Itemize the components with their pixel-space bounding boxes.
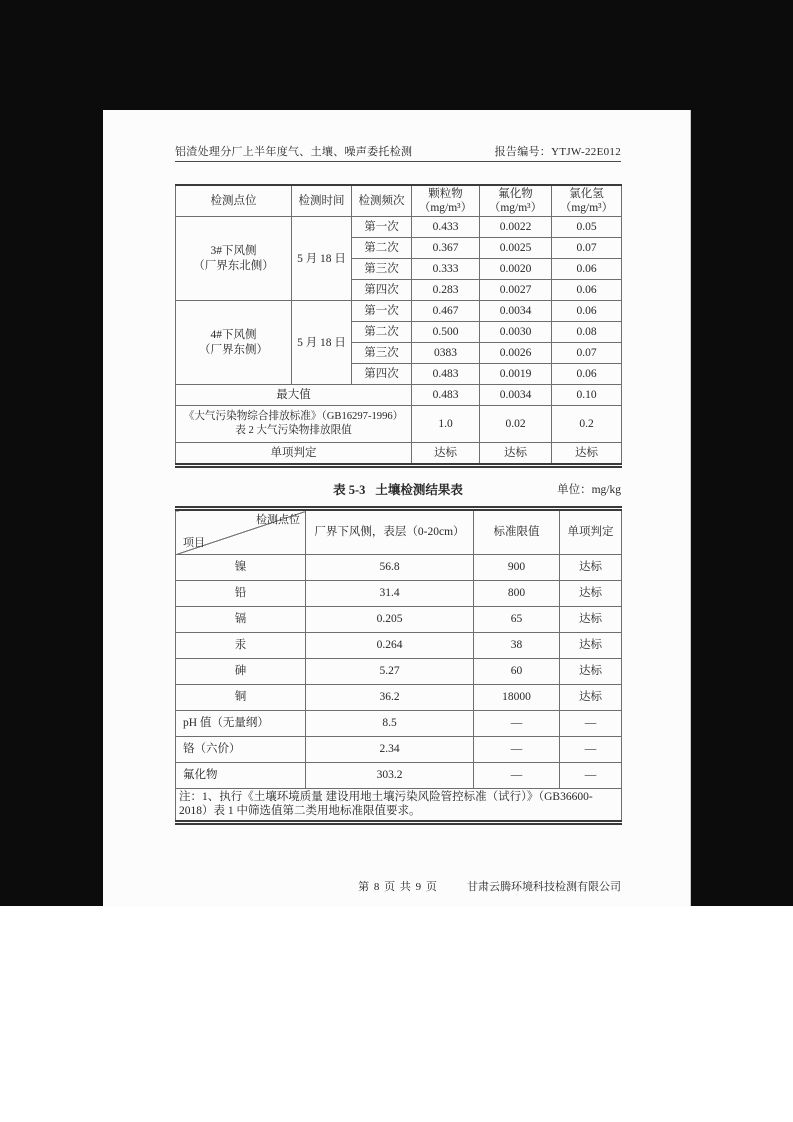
company-name: 甘肃云腾环境科技检测有限公司 [467,881,621,893]
pm-value-cell: 0.333 [412,259,480,280]
soil-table-header-row [176,509,622,555]
value-cell: 303.2 [306,763,474,789]
hcl-value-cell: 0.06 [552,280,622,301]
table-row [176,659,622,685]
header-time: 检测时间 [292,185,352,217]
header-fluoride [480,185,552,217]
pm-value-cell: 0383 [412,343,480,364]
page-header [175,138,621,162]
f-value-cell: 0.0034 [480,301,552,322]
table-row [176,633,622,659]
hcl-value-cell: 0.06 [552,301,622,322]
limit-cell: — [474,737,560,763]
table-row [176,581,622,607]
judgement-row [176,443,622,466]
header-hcl-name: 氯化氢 [569,188,604,200]
soil-results-table [175,506,622,825]
pm-value-cell: 0.283 [412,280,480,301]
header-pm-unit: （mg/m³） [418,202,473,215]
header-freq: 检测频次 [352,185,412,217]
table-row [176,685,622,711]
limit-cell: — [474,763,560,789]
pm-value-cell: 0.467 [412,301,480,322]
standard-label-cell [176,406,412,443]
limit-cell: 60 [474,659,560,685]
report-title: 铝渣处理分厂上半年度气、土壤、噪声委托检测 [175,146,413,158]
hcl-value-cell: 0.07 [552,238,622,259]
note-row [176,789,622,823]
page-number: 第 8 页 共 9 页 [358,881,438,893]
hcl-value-cell: 0.08 [552,322,622,343]
standard-name: 《大气污染物综合排放标准》（GB16297-1996） [183,410,404,422]
f-value-cell: 0.0025 [480,238,552,259]
table-row [176,763,622,789]
header-pm-name: 颗粒物 [428,188,463,200]
header-fluoride-unit: （mg/m³） [488,202,543,215]
corner-item-label: 项目 [183,537,205,550]
table-row [176,607,622,633]
f-value-cell: 0.0019 [480,364,552,385]
item-cell: 铅 [176,581,306,607]
header-hcl [552,185,622,217]
f-max-cell: 0.0034 [480,385,552,406]
header-fluoride-name: 氟化物 [498,188,533,200]
report-number: 报告编号：YTJW-22E012 [494,146,621,158]
pm-max-cell: 0.483 [412,385,480,406]
judge-cell: 达标 [560,633,622,659]
header-point: 检测点位 [176,185,292,217]
site-cell [176,301,292,385]
header-standard-limit: 标准限值 [474,509,560,555]
limit-cell: 900 [474,555,560,581]
freq-cell: 第三次 [352,343,412,364]
pm-value-cell: 0.483 [412,364,480,385]
table-note: 注：1、执行《土壤环境质量 建设用地土壤污染风险管控标准（试行）》（GB36600-2018）表 1 中筛选值第二类用地标准限值要求。 [176,789,622,823]
report-page [103,110,691,906]
site-name: 4#下风侧 [210,328,257,341]
judgement-label-cell: 单项判定 [176,443,412,466]
table-row [176,301,622,322]
unit-label: 单位：mg/kg [557,484,621,496]
item-cell: 铜 [176,685,306,711]
date-cell: 5 月 18 日 [292,217,352,301]
judge-cell: 达标 [560,685,622,711]
table-row [176,217,622,238]
item-cell: 铬（六价） [176,737,306,763]
f-value-cell: 0.0030 [480,322,552,343]
hcl-value-cell: 0.05 [552,217,622,238]
pm-value-cell: 0.500 [412,322,480,343]
value-cell: 5.27 [306,659,474,685]
judge-cell: 达标 [560,659,622,685]
air-table-header-row [176,185,622,217]
header-sample-location: 厂界下风侧，表层（0-20cm） [306,509,474,555]
soil-table-title [175,480,621,498]
f-value-cell: 0.0026 [480,343,552,364]
value-cell: 0.205 [306,607,474,633]
pm-limit-cell: 1.0 [412,406,480,443]
air-monitoring-table [175,184,622,468]
value-cell: 8.5 [306,711,474,737]
hcl-max-cell: 0.10 [552,385,622,406]
item-cell: 汞 [176,633,306,659]
limit-cell: 38 [474,633,560,659]
pm-value-cell: 0.367 [412,238,480,259]
max-label-cell: 最大值 [176,385,412,406]
freq-cell: 第三次 [352,259,412,280]
item-cell: pH 值（无量纲） [176,711,306,737]
table-title-text: 土壤检测结果表 [375,483,463,497]
value-cell: 31.4 [306,581,474,607]
judge-cell: — [560,737,622,763]
table-row [176,711,622,737]
judge-cell: — [560,763,622,789]
header-pm [412,185,480,217]
judge-cell: 达标 [560,555,622,581]
site-location: （厂界东北侧） [193,259,274,272]
limit-cell: 800 [474,581,560,607]
freq-cell: 第四次 [352,364,412,385]
limit-cell: 18000 [474,685,560,711]
date-cell: 5 月 18 日 [292,301,352,385]
site-location: （厂界东侧） [199,343,268,356]
table-number: 表 5-3 [333,483,366,497]
freq-cell: 第四次 [352,280,412,301]
f-judge-cell: 达标 [480,443,552,466]
pm-value-cell: 0.433 [412,217,480,238]
hcl-value-cell: 0.07 [552,343,622,364]
corner-point-label: 检测点位 [256,514,300,526]
max-value-row [176,385,622,406]
f-value-cell: 0.0027 [480,280,552,301]
judge-cell: 达标 [560,607,622,633]
freq-cell: 第二次 [352,238,412,259]
standard-limit-row [176,406,622,443]
hcl-limit-cell: 0.2 [552,406,622,443]
f-value-cell: 0.0022 [480,217,552,238]
site-cell [176,217,292,301]
pm-judge-cell: 达标 [412,443,480,466]
air-table-container [175,184,621,468]
standard-table-ref: 表 2 大气污染物排放限值 [235,425,352,437]
value-cell: 0.264 [306,633,474,659]
freq-cell: 第一次 [352,301,412,322]
value-cell: 2.34 [306,737,474,763]
corner-header-cell [176,509,306,555]
soil-table-container [175,506,621,825]
hcl-value-cell: 0.06 [552,364,622,385]
header-hcl-unit: （mg/m³） [559,202,614,215]
limit-cell: 65 [474,607,560,633]
item-cell: 镉 [176,607,306,633]
f-limit-cell: 0.02 [480,406,552,443]
item-cell: 砷 [176,659,306,685]
hcl-judge-cell: 达标 [552,443,622,466]
value-cell: 36.2 [306,685,474,711]
site-name: 3#下风侧 [210,244,257,257]
item-cell: 氟化物 [176,763,306,789]
page-footer [175,878,621,896]
judge-cell: — [560,711,622,737]
judge-cell: 达标 [560,581,622,607]
value-cell: 56.8 [306,555,474,581]
f-value-cell: 0.0020 [480,259,552,280]
freq-cell: 第二次 [352,322,412,343]
freq-cell: 第一次 [352,217,412,238]
soil-table-caption [175,480,621,500]
table-row [176,555,622,581]
item-cell: 镍 [176,555,306,581]
header-judgement: 单项判定 [560,509,622,555]
hcl-value-cell: 0.06 [552,259,622,280]
limit-cell: — [474,711,560,737]
table-row [176,737,622,763]
